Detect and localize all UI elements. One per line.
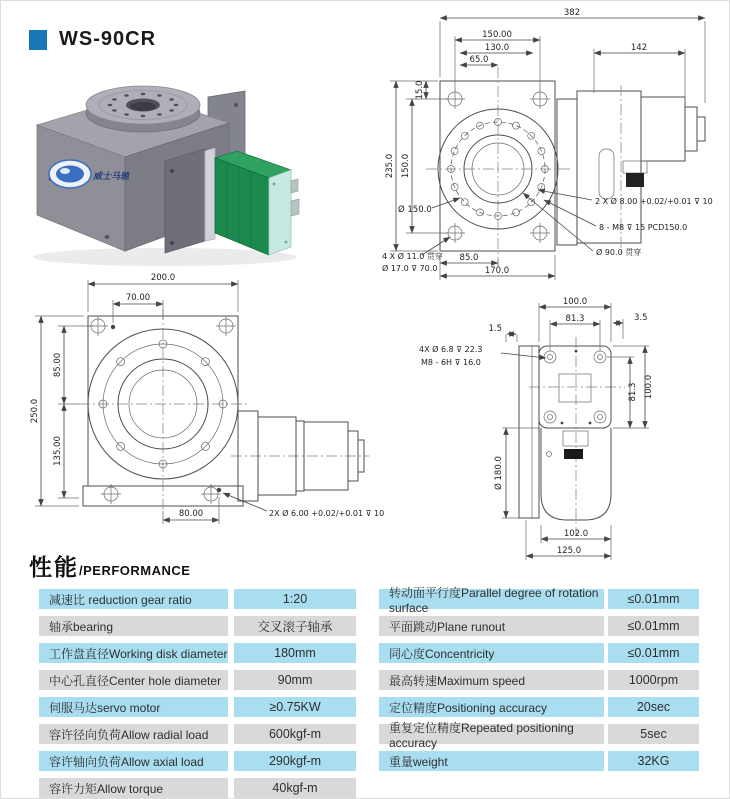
performance-table-right xyxy=(379,585,699,778)
spec-value: 290kgf-m xyxy=(234,751,356,771)
spec-value: ≤0.01mm xyxy=(608,589,699,609)
hole-note: 4X Ø 6.8 ⊽ 22.3 xyxy=(419,345,483,354)
dim-label: 235.0 xyxy=(385,153,395,179)
spec-label: 同心度Concentricity xyxy=(379,643,604,663)
dim-label: 1.5 xyxy=(488,324,502,334)
spec-label: 平面跳动Plane runout xyxy=(379,616,604,636)
hole-note: M8 - 6H ⊽ 16.0 xyxy=(421,358,481,367)
spec-value: ≤0.01mm xyxy=(608,643,699,663)
dim-label: 170.0 xyxy=(484,266,510,276)
hole-note: 2X Ø 6.00 +0.02/+0.01 ⊽ 10 xyxy=(269,509,385,518)
hole-note: 2 X Ø 8.00 +0.02/+0.01 ⊽ 10 xyxy=(595,197,713,206)
performance-section-title xyxy=(29,549,190,582)
dim-label: 125.0 xyxy=(556,546,582,556)
spec-value: 90mm xyxy=(234,670,356,690)
dim-label: 150.00 xyxy=(482,30,512,40)
blue-square-icon xyxy=(29,30,47,50)
top-view-drawing xyxy=(11,259,385,555)
brand-logo-text: 威士马驰 xyxy=(93,171,130,181)
spec-value: 600kgf-m xyxy=(234,724,356,744)
spec-value: ≥0.75KW xyxy=(234,697,356,717)
motor-end-face xyxy=(269,170,291,255)
spec-label: 重量weight xyxy=(379,751,604,771)
spec-label: 伺服马达servo motor xyxy=(39,697,228,717)
dim-label: 100.0 xyxy=(562,297,588,307)
spec-row xyxy=(39,724,356,744)
dim-label: 81.3 xyxy=(628,382,638,402)
dim-label: 100.0 xyxy=(644,374,654,400)
spec-row xyxy=(379,670,699,690)
dim-label: 250.0 xyxy=(30,398,40,424)
dim-label: 15.0 xyxy=(415,80,425,100)
dim-label: 70.00 xyxy=(125,293,151,303)
hole-note: 4 X Ø 11.0 贯穿 xyxy=(382,252,443,261)
side-view-drawing xyxy=(401,289,730,563)
spec-row xyxy=(39,589,356,609)
dim-label: 65.0 xyxy=(469,55,489,65)
dim-label: 135.00 xyxy=(53,436,63,466)
motor-adapter xyxy=(205,148,215,241)
performance-title-zh: 性能 xyxy=(29,554,79,580)
dim-label: 80.00 xyxy=(178,509,204,519)
spec-row xyxy=(379,585,699,615)
model-title: WS-90CR xyxy=(59,28,157,50)
spec-label: 容许力矩Allow torque xyxy=(39,778,228,798)
performance-title-en: /PERFORMANCE xyxy=(79,563,191,578)
spec-row xyxy=(39,697,356,717)
dim-label: 150.0 xyxy=(401,153,411,179)
dim-label: 3.5 xyxy=(634,313,648,323)
motor-profile xyxy=(231,411,369,501)
spec-label: 容许轴向负荷Allow axial load xyxy=(39,751,228,771)
spec-label: 重复定位精度Repeated positioning accuracy xyxy=(379,724,604,744)
spec-row xyxy=(39,778,356,798)
spec-row xyxy=(39,670,356,690)
spec-value: 40kgf-m xyxy=(234,778,356,798)
hole-note: 8 - M8 ⊽ 15 PCD150.0 xyxy=(599,223,688,232)
dim-label: Ø 150.0 xyxy=(398,205,432,215)
spec-row xyxy=(39,643,356,663)
spec-value: 32KG xyxy=(608,751,699,771)
dim-label: 382 xyxy=(563,8,581,18)
spec-label: 转动面平行度Parallel degree of rotation surface xyxy=(379,589,604,609)
servo-motor xyxy=(215,151,299,255)
spec-row xyxy=(39,751,356,771)
rotary-disc xyxy=(86,86,200,132)
spec-label: 容许径向负荷Allow radial load xyxy=(39,724,228,744)
spec-row xyxy=(379,751,699,771)
spec-value: 5sec xyxy=(608,724,699,744)
spec-row xyxy=(39,616,356,636)
dim-label: 142 xyxy=(630,43,648,53)
hole-note: Ø 90.0 贯穿 xyxy=(596,248,642,257)
dim-label: 85.0 xyxy=(459,253,479,263)
spec-value: 180mm xyxy=(234,643,356,663)
dim-label: Ø 180.0 xyxy=(494,456,504,490)
dim-label: 85.00 xyxy=(53,352,63,378)
dim-label: 200.0 xyxy=(150,273,176,283)
hole-note: Ø 17.0 ⊽ 70.0 xyxy=(382,264,438,273)
spec-label: 中心孔直径Center hole diameter xyxy=(39,670,228,690)
dim-label: 102.0 xyxy=(563,529,589,539)
spec-value: ≤0.01mm xyxy=(608,616,699,636)
motor-bracket xyxy=(165,149,205,253)
spec-value: 1:20 xyxy=(234,589,356,609)
spec-label: 最高转速Maximum speed xyxy=(379,670,604,690)
product-photo xyxy=(15,61,325,266)
spec-label: 减速比 reduction gear ratio xyxy=(39,589,228,609)
spec-value: 交叉滚子轴承 xyxy=(234,616,356,636)
front-view-drawing xyxy=(374,7,730,289)
spec-label: 轴承bearing xyxy=(39,616,228,636)
spec-label: 定位精度Positioning accuracy xyxy=(379,697,604,717)
spec-row xyxy=(379,643,699,663)
spec-value: 20sec xyxy=(608,697,699,717)
dim-label: 130.0 xyxy=(484,43,510,53)
spec-label: 工作盘直径Working disk diameter xyxy=(39,643,228,663)
dim-label: 81.3 xyxy=(565,314,585,324)
spec-row xyxy=(379,616,699,636)
header xyxy=(29,28,156,51)
spec-row xyxy=(379,720,699,750)
spec-value: 1000rpm xyxy=(608,670,699,690)
spec-row xyxy=(379,697,699,717)
performance-table-left xyxy=(39,589,356,799)
